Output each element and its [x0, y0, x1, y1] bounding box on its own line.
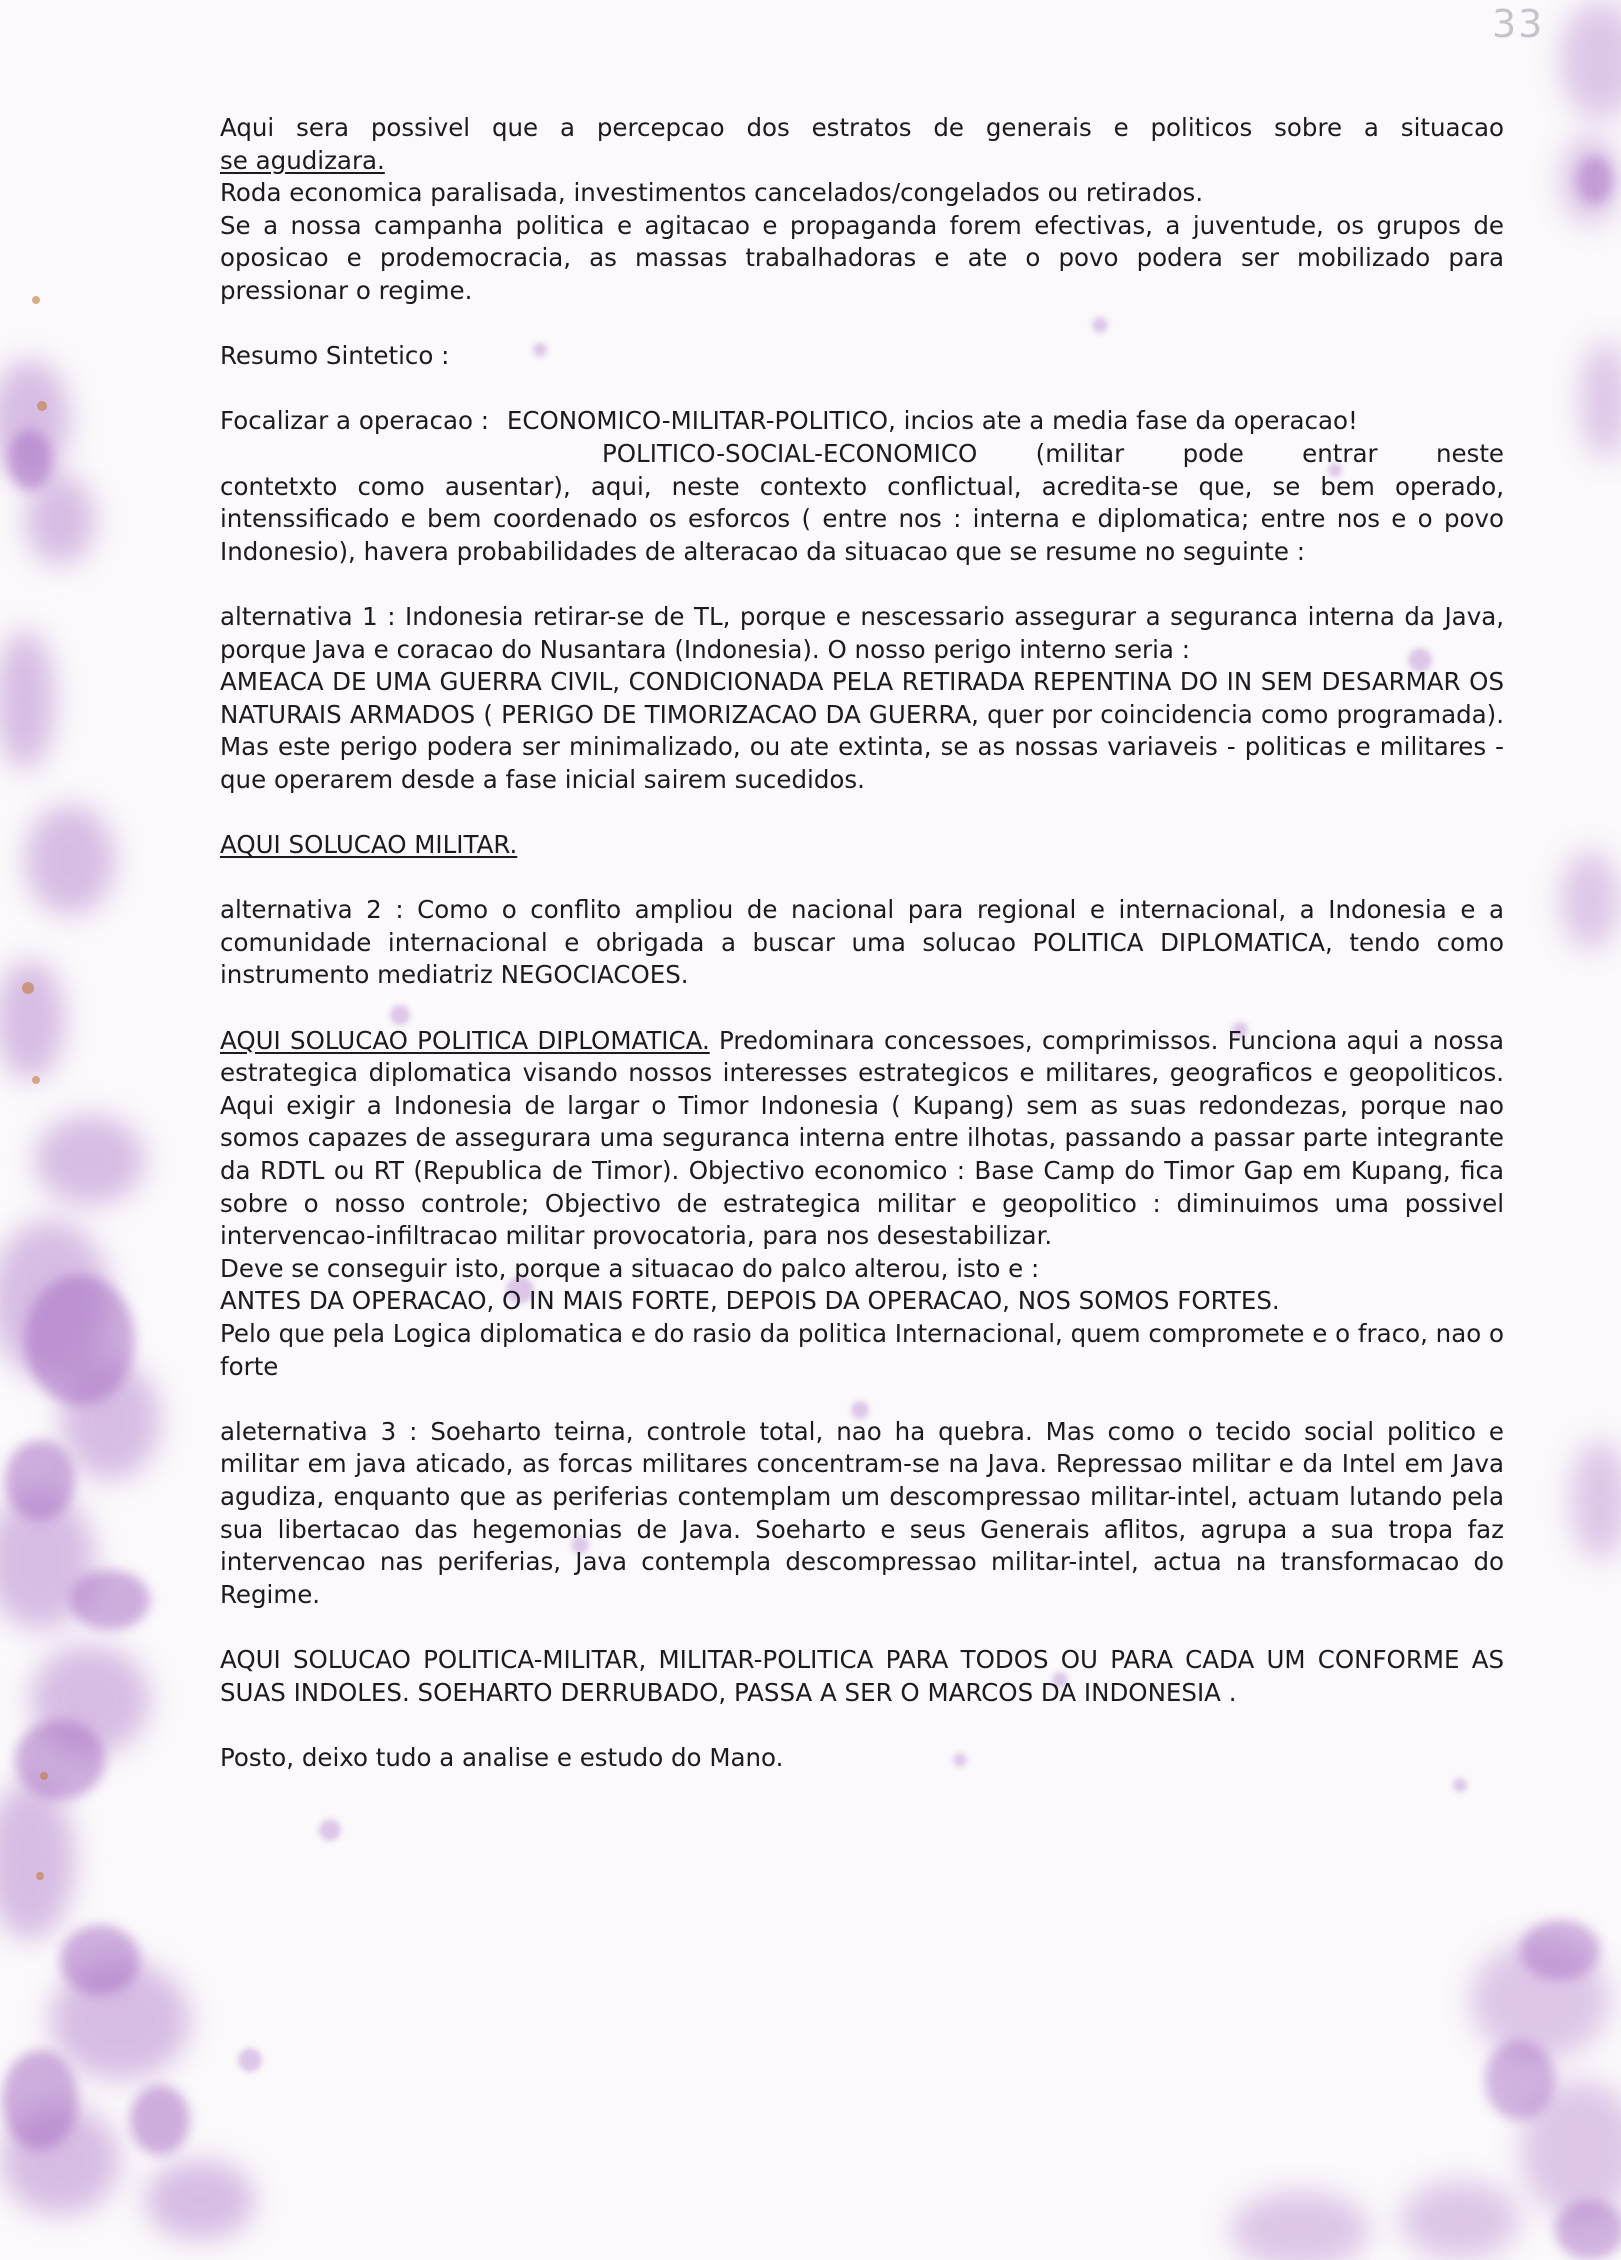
- document-body: [220, 112, 1504, 1774]
- alternative-2-solution-text: Predominara concessoes, comprimissos. Funciona aqui a nossa estrategica diplomatica visando nossos interesses estrategicos e militares, geograficos e geopoliticos. Aqui exigir a Indonesia de largar o Timor Indonesia ( Kupang) sem as suas redondezas, porque nao somos capazes de assegurara uma seguranca interna entre ilhotas, passando a passar parte integrante da RDTL ou RT (Republica de Timor). Objectivo economico : Base Camp do Timor Gap em Kupang, fica sobre o nosso controle; Objectivo de estrategica militar e geopolitico : diminuimos uma possivel intervencao-infiltracao militar provocatoria, para nos desestabilizar.: [220, 1025, 1504, 1251]
- paragraph-closing: Posto, deixo tudo a analise e estudo do Mano.: [220, 1742, 784, 1772]
- paragraph-focalizar: [220, 405, 1504, 438]
- spacer: [220, 992, 1504, 1025]
- spacer: [220, 1611, 1504, 1644]
- spacer: [220, 796, 1504, 829]
- alternative-2-line-pelo: Pelo que pela Logica diplomatica e do rasio da politica Internacional, quem compromete e o fraco, nao o forte: [220, 1318, 1504, 1381]
- paragraph-alternative-3-solution: AQUI SOLUCAO POLITICA-MILITAR, MILITAR-POLITICA PARA TODOS OU PARA CADA UM CONFORME AS SUAS INDOLES. SOEHARTO DERRUBADO, PASSA A SER O MARCOS DA INDONESIA .: [220, 1644, 1504, 1707]
- resumo-heading: Resumo Sintetico :: [220, 341, 450, 371]
- paragraph-alternative-2-solution: [220, 1025, 1504, 1253]
- alternative-1-solution: [220, 829, 1504, 862]
- spacer: [220, 308, 1504, 341]
- focalizar-label: Focalizar a operacao :: [220, 406, 490, 436]
- spacer: [220, 1383, 1504, 1416]
- alternative-2-line-deve: Deve se conseguir isto, porque a situacao do palco alterou, isto e :: [220, 1253, 1040, 1283]
- paragraph-alternative-3: aleternativa 3 : Soeharto teirna, controle total, nao ha quebra. Mas como o tecido social politico e militar em java aticado, as forcas militares concentram-se na Java. Repressao militar e da Intel em Java agudiza, enquanto que as periferias contemplam um descompressao militar-intel, actuam lutando pela sua libertacao das hegemonias de Java. Soeharto e seus Generais aflitos, agrupa a sua tropa faz intervencao nas periferias, Java contempla descompressao militar-intel, actua na transformacao do Regime.: [220, 1416, 1504, 1609]
- page-number: 33: [1492, 2, 1545, 46]
- paragraph-alternative-2: alternativa 2 : Como o conflito ampliou de nacional para regional e internacional, a Indonesia e a comunidade internacional e obrigada a buscar uma solucao POLITICA DIPLOMATICA, tendo como instrumento mediatriz NEGOCIACOES.: [220, 895, 1504, 990]
- paragraph-alternative-1-threat: AMEACA DE UMA GUERRA CIVIL, CONDICIONADA PELA RETIRADA REPENTINA DO IN SEM DESARMAR OS NATURAIS ARMADOS ( PERIGO DE TIMORIZACAO DA GUERRA, quer por coincidencia como programada). Mas este perigo podera ser minimalizado, ou ate extinta, se as nossas variaveis - politicas e militares - que operarem desde a fase inicial sairem sucedidos.: [220, 667, 1504, 794]
- alternative-2-solution-label: AQUI SOLUCAO POLITICA DIPLOMATICA.: [220, 1025, 710, 1055]
- intro-line-2: se agudizara.: [220, 145, 385, 175]
- spacer: [220, 568, 1504, 601]
- focalizar-second-rest: contetxto como ausentar), aqui, neste contexto conflictual, acredita-se que, se bem operado, intenssificado e bem coordenado os esforcos ( entre nos : interna e diplomatica; entre nos e o povo Indonesio), havera probabilidades de alteracao da situacao que se resume no seguinte :: [220, 471, 1504, 566]
- spacer: [220, 373, 1504, 406]
- spacer: [220, 862, 1504, 895]
- intro-line-1: Aqui sera possivel que a percepcao dos estratos de generais e politicos sobre a situacao: [220, 113, 1504, 142]
- paragraph-campaign: Se a nossa campanha politica e agitacao e propaganda forem efectivas, a juventude, os grupos de oposicao e prodemocracia, as massas trabalhadoras e ate o povo podera ser mobilizado para pressionar o regime.: [220, 210, 1504, 305]
- paragraph-alternative-1: alternativa 1 : Indonesia retirar-se de TL, porque e nescessario assegurar a seguranca interna da Java, porque Java e coracao do Nusantara (Indonesia). O nosso perigo interno seria :: [220, 601, 1504, 664]
- paragraph-focalizar-second: [220, 438, 1504, 568]
- paragraph-intro: [220, 112, 1504, 177]
- focalizar-second-head: POLITICO-SOCIAL-ECONOMICO (militar pode entrar neste: [602, 438, 1504, 468]
- alternative-1-solution-text: AQUI SOLUCAO MILITAR.: [220, 830, 518, 860]
- paragraph-economy: Roda economica paralisada, investimentos cancelados/congelados ou retirados.: [220, 178, 1204, 208]
- alternative-2-line-antes: ANTES DA OPERACAO, O IN MAIS FORTE, DEPOIS DA OPERACAO, NOS SOMOS FORTES.: [220, 1286, 1280, 1316]
- focalizar-text: ECONOMICO-MILITAR-POLITICO, incios ate a media fase da operacao!: [506, 406, 1358, 436]
- spacer: [220, 1709, 1504, 1742]
